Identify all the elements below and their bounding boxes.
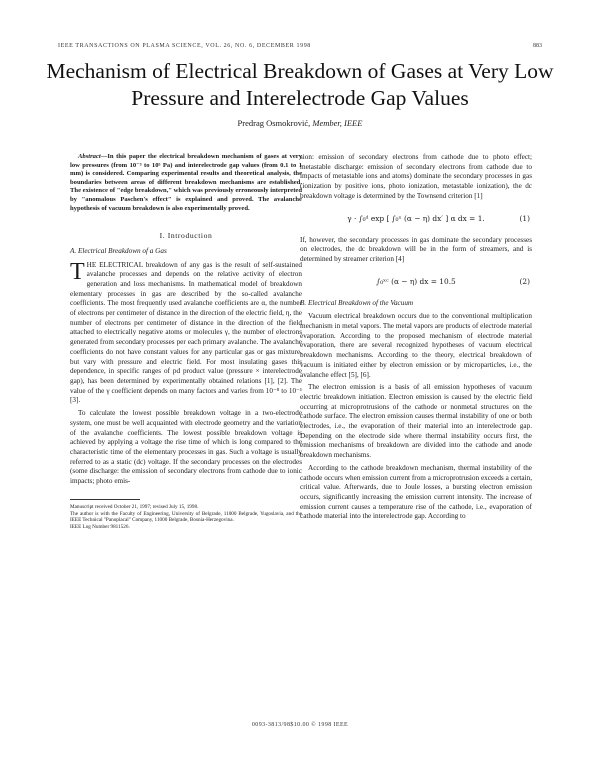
intro-paragraph-1-text: HE ELECTRICAL breakdown of any gas is the result of self-sustained avalanche processes and depends on the relative activity of electron generation and loss mechanisms. In mathematical model of breakdown elementary processes in gas are described by the so-called avalanche coefficients. The most frequently used avalanche coefficients are α, the number of electrons per centimeter of distance in the direction of the electric field, η, the number of electrons per centimeter of distance in the direction of the field attached to electrically negative atoms or molecules γ, the number of electrons generated from secondary processes per each primary avalanche. The avalanche coefficients do not have constant values for any particular gas or gas mixture, but vary with pressure and electric field. For most insulating gases this dependence, in specific ranges of pd product value (pressure × interelectrode gap), has been determined by experimentally obtained relations [1], [2]. The value of the γ coefficient depends on many factors and varies from 10⁻⁸ to 10⁻¹ [3].	[70, 260, 302, 405]
author-name: Predrag Osmokrović,	[237, 118, 311, 128]
abstract-text: In this paper the electrical breakdown mechanism of gases at very low pressures (from 10⁻³ to 10⁵ Pa) and interelectrode gap values (from 0.1 to 1 mm) is considered. Comparing experimental results and theoretical analysis, the boundaries between areas of different breakdown mechanisms are established. The existence of "edge breakdown," which was previously erroneously interpreted by "anomalous Paschen's effect" is explained and proved. The avalanche hypothesis of vacuum breakdown is also experimentally proved.	[70, 153, 302, 212]
copyright-footer: 0093-3813/98$10.00 © 1998 IEEE	[251, 722, 349, 728]
section-heading-introduction: I. Introduction	[159, 231, 213, 241]
running-header: IEEE TRANSACTIONS ON PLASMA SCIENCE, VOL. 26, NO. 6, DECEMBER 1998	[58, 43, 311, 49]
drop-cap: T	[70, 258, 85, 285]
equation-1-body: γ · ∫₀ᵈ exp [ ∫₀ˣ (α − η) dx′ ] α dx = 1.	[347, 213, 485, 223]
page-number: 883	[533, 43, 542, 49]
right-paragraph-5: According to the cathode breakdown mechanism, thermal instability of the cathode occurs when emission current from a microprotrusion exceeds a certain, critical value. Afterwards, due to Joule losses, a bursting electron emission occurs, significantly increasing the emission current intensity. The increase of emission current causes a temperature rise of the cathode, i.e., evaporation of cathode material into the interelectrode gap. According to	[300, 463, 532, 521]
right-paragraph-3: Vacuum electrical breakdown occurs due to the conventional multiplication mechanism in metal vapors. The metal vapors are products of electrode material evaporation. According to the proposed mechanism of electrode material evaporation, there are several recognized hypotheses of vacuum electrical breakdown mechanisms. According to the theory, electrical breakdown of vacuum is initiated either by electron emission or by microparticles, i.e., the avalanche effect [5], [6].	[300, 312, 532, 379]
equation-2-body: ∫₀ˣᶜ (α − η) dx = 10.5	[376, 276, 456, 286]
equation-1-number: (1)	[519, 213, 530, 223]
equation-1	[300, 206, 532, 232]
subsection-heading-a: A. Electrical Breakdown of a Gas	[70, 246, 167, 255]
right-column	[300, 153, 532, 525]
abstract-label: Abstract—	[78, 153, 108, 160]
intro-paragraph-2: To calculate the lowest possible breakdown voltage in a two-electrode system, one must be well acquainted with electrode geometry and the variation of the avalanche coefficients. The lowest possible breakdown voltage is achieved by applying a voltage the rise time of which is long compared to the characteristic time of the elementary processes in gas. Such a voltage is usually referred to as a static (dc) voltage. If the secondary processes on the electrodes (some discharge: the emission of secondary electrons from cathode due to ionic impacts; photo emis-	[70, 409, 302, 486]
author-role: Member, IEEE	[312, 118, 363, 128]
right-paragraph-1: sion: emission of secondary electrons from cathode due to photo effect; metastable discharge: emission of secondary electrons from cathode due to impacts of metastable ions and atoms) dominate the secondary processes in gas (ionization by positive ions, photo ionization, metastable ionization), the dc breakdown voltage is determined by the Townsend criterion [1]	[300, 153, 532, 200]
equation-2	[300, 269, 532, 295]
intro-paragraph-1	[70, 258, 302, 407]
equation-2-number: (2)	[519, 276, 530, 286]
paper-title: Mechanism of Electrical Breakdown of Gases at Very Low Pressure and Interelectrode Gap Values	[46, 59, 554, 110]
right-paragraph-4: The electron emission is a basis of all emission hypotheses of vacuum electric breakdown initiation. Electron emission is caused by the electric field occurring at microprotrusions of the cathode or nonmetal structures on the cathode surface. The electron emission causes thermal instability of one or both electrodes, i.e., the evaporation of their material into an interelectrode gap. Depending on the electrode side where thermal instability occurs first, the emission mechanisms of breakdown are divided into the cathode and anode breakdown mechanisms.	[300, 383, 532, 460]
footnote-rule	[70, 499, 140, 500]
footnote-received: Manuscript received October 21, 1997; revised July 15, 1998.	[70, 503, 199, 510]
subsection-heading-b: B. Electrical Breakdown of the Vacuum	[300, 298, 414, 307]
author-line	[0, 118, 600, 128]
abstract	[70, 153, 302, 213]
footnote-affiliation: The author is with the Faculty of Engineering, University of Belgrade, 11000 Belgrade, Yugoslavia, and the IEEE Technical "Panoplacal" Company, 11000 Belgrade, Bosnia-Herzegovina.	[70, 510, 302, 524]
footnote-pii: IEEE Log Number 9811526.	[70, 524, 130, 531]
left-column	[70, 153, 302, 531]
right-paragraph-2: If, however, the secondary processes in gas dominate the secondary processes on electrodes, the dc breakdown will be in the form of streamers, and is determined by streamer criterion [4]	[300, 235, 532, 263]
